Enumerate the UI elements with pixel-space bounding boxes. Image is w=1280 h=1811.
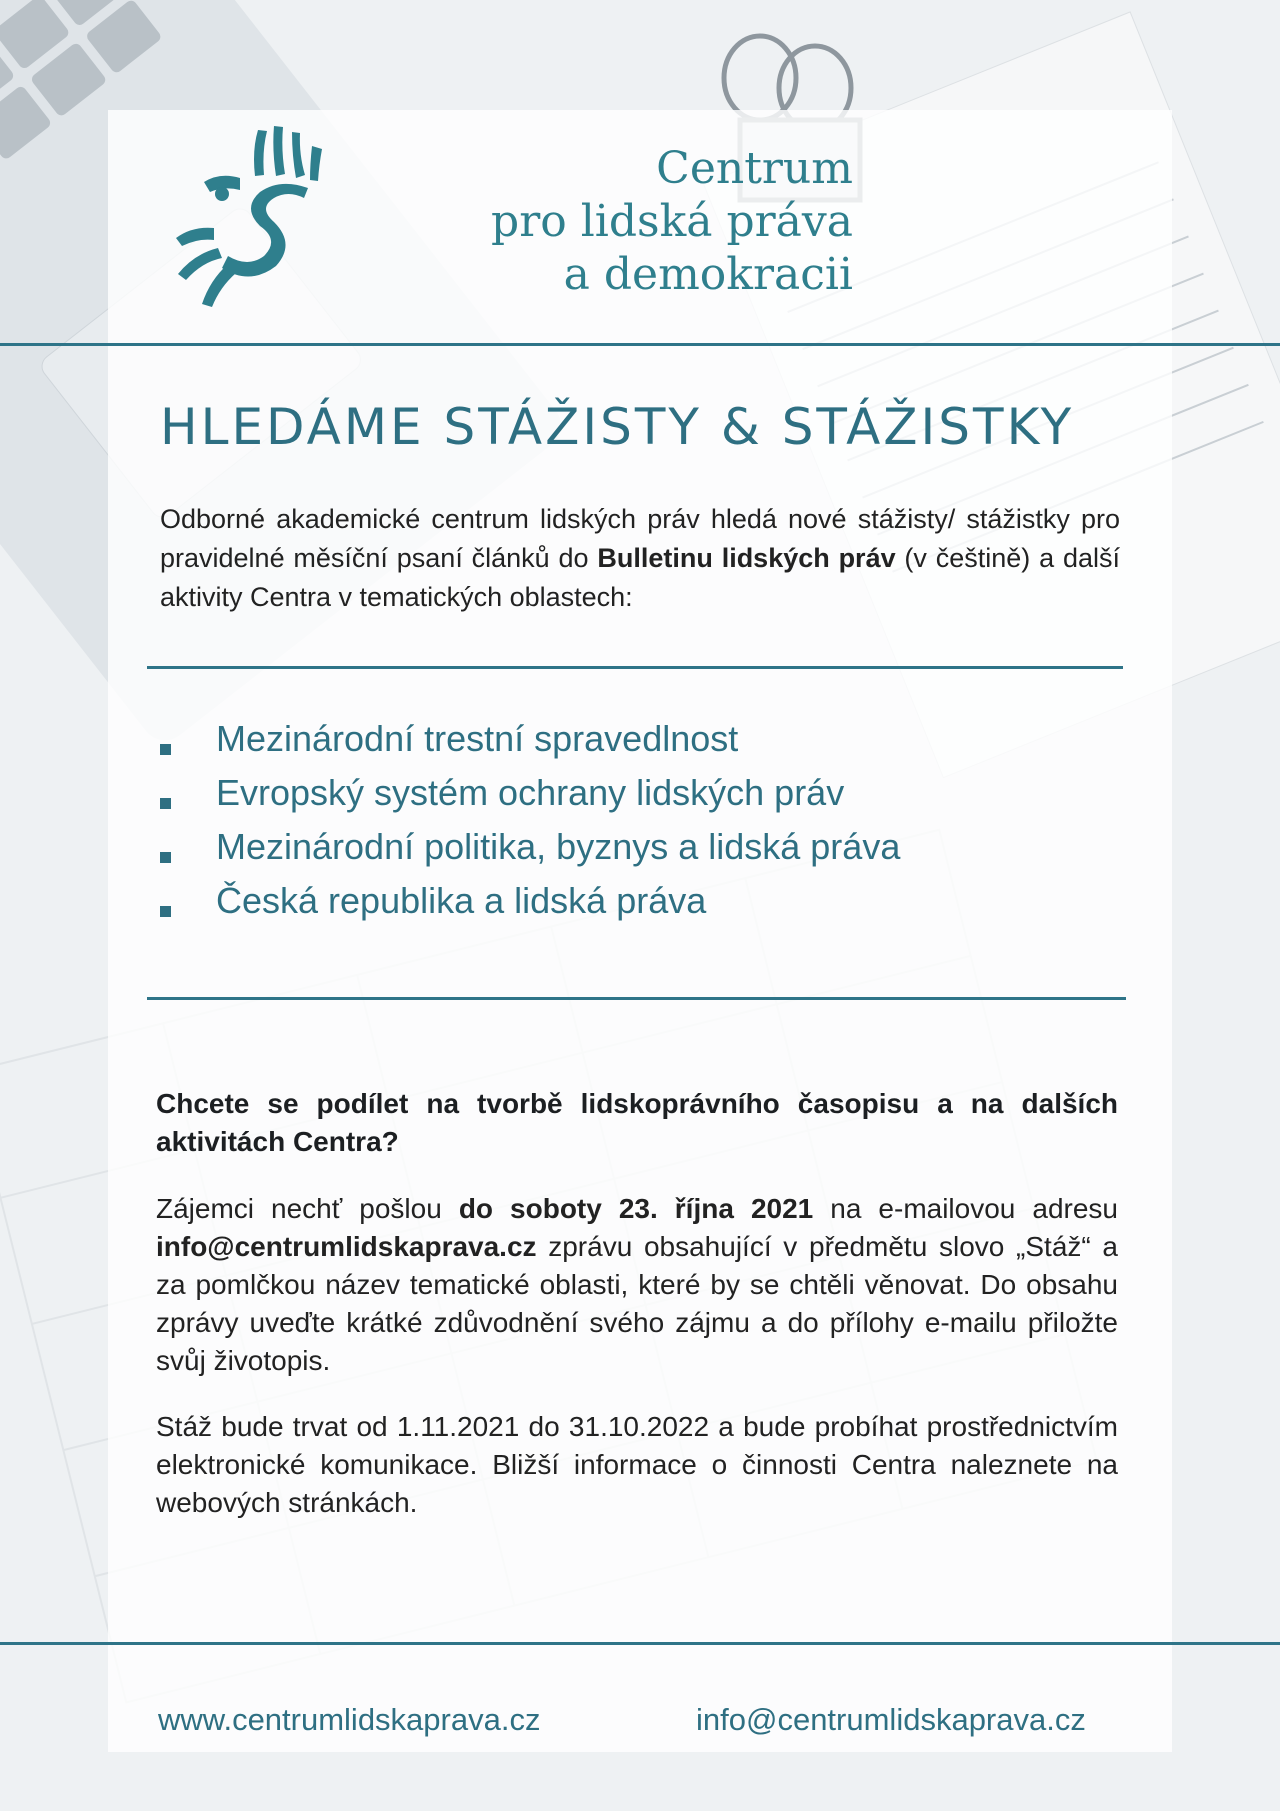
- topic-label: Česká republika a lidská práva: [216, 880, 707, 921]
- list-item: [160, 826, 1120, 880]
- question-heading: Chcete se podílet na tvorbě lidskoprávního časopisu a na dalších aktivitách Centra?: [156, 1088, 1118, 1157]
- list-item: [160, 880, 1120, 934]
- topic-label: Evropský systém ochrany lidských práv: [216, 772, 845, 813]
- application-text-3: zprávu obsahující v předmětu slovo „Stáž“ a za pomlčkou název tematické oblasti, které by se chtěli věnovat. Do obsahu zprávy uveďte krátké zdůvodnění svého zájmu a do přílohy e-mailu přiložte svůj životopis.: [156, 1231, 1118, 1376]
- organization-name: [338, 142, 853, 301]
- list-item: [160, 772, 1120, 826]
- intro-paragraph: [160, 500, 1120, 617]
- topic-label: Mezinárodní trestní spravedlnost: [216, 718, 739, 759]
- square-bullet-icon: [160, 744, 171, 755]
- organization-logo: [170, 118, 853, 318]
- hand-logo-icon: [170, 118, 340, 318]
- application-text-1: Zájemci nechť pošlou: [156, 1193, 459, 1224]
- contact-email[interactable]: info@centrumlidskaprava.cz: [156, 1231, 537, 1262]
- organization-name-line3: a demokracii: [563, 249, 853, 300]
- footer-email-link[interactable]: info@centrumlidskaprava.cz: [696, 1702, 1086, 1737]
- page-title: HLEDÁME STÁŽISTY & STÁŽISTKY: [160, 398, 1075, 456]
- footer-divider: [0, 1642, 1280, 1645]
- bulletin-name: Bulletinu lidských práv: [597, 543, 896, 573]
- intro-text-end: (v češtině) a další aktivity Centra v tematických oblastech:: [160, 543, 1120, 612]
- square-bullet-icon: [160, 852, 171, 863]
- deadline: do soboty 23. října 2021: [458, 1193, 814, 1224]
- square-bullet-icon: [160, 798, 171, 809]
- application-paragraph: [156, 1190, 1118, 1380]
- section-divider-top: [147, 666, 1123, 669]
- topic-label: Mezinárodní politika, byznys a lidská práva: [216, 826, 901, 867]
- organization-name-line1: Centrum: [656, 143, 853, 194]
- intro-text-start: Odborné akademické centrum lidských práv hledá nové stážisty/ stážistky pro pravidelné měsíční psaní článků do: [160, 504, 1120, 573]
- application-text-2: na e-mailovou adresu: [813, 1193, 1119, 1224]
- organization-name-line2: pro lidská práva: [491, 196, 853, 247]
- footer-website-link[interactable]: www.centrumlidskaprava.cz: [158, 1702, 541, 1737]
- header-divider: [0, 343, 1280, 346]
- topic-list: [160, 718, 1120, 934]
- section-divider-bottom: [147, 997, 1126, 1000]
- list-item: [160, 718, 1120, 772]
- square-bullet-icon: [160, 906, 171, 917]
- duration-paragraph: Stáž bude trvat od 1.11.2021 do 31.10.2022 a bude probíhat prostřednictvím elektronické komunikace. Bližší informace o činnosti Centra naleznete na webových stránkách.: [156, 1411, 1118, 1518]
